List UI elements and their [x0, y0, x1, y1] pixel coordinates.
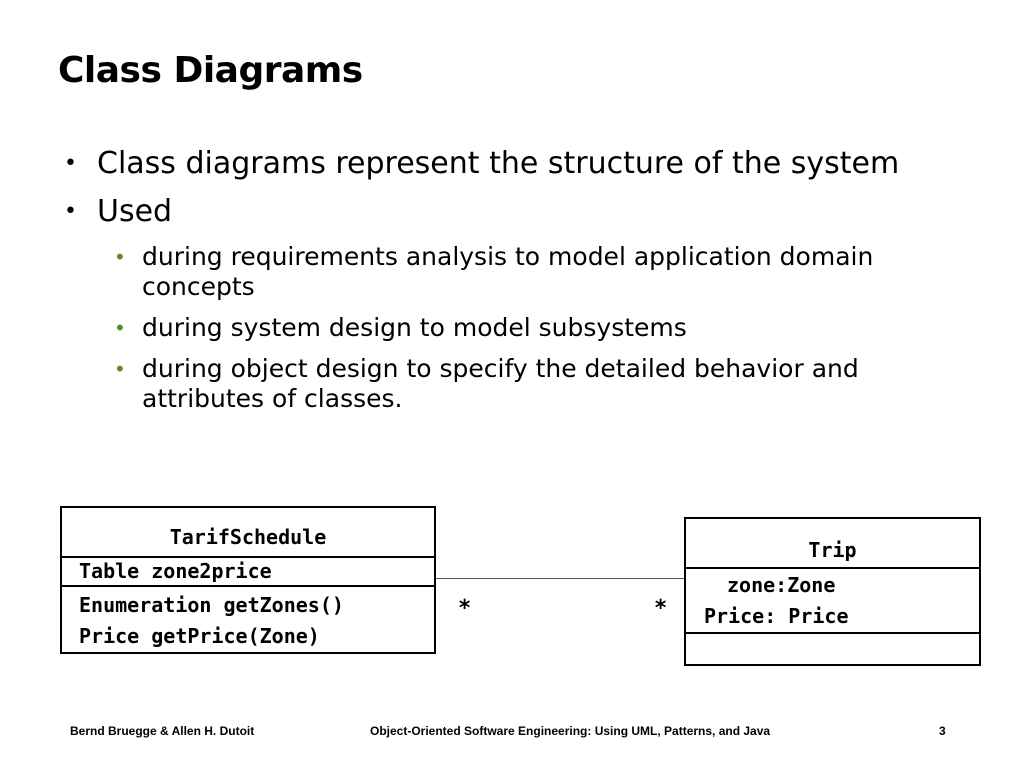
sub-bullet-dot-icon: • [114, 316, 126, 340]
class-operations-section [62, 587, 434, 652]
class-operation: Price getPrice(Zone) [79, 624, 320, 648]
bullet-text: Class diagrams represent the structure of the system [97, 146, 900, 181]
bullet-list [62, 146, 962, 425]
footer-page-number: 3 [939, 724, 946, 738]
bullet-text: Used [97, 194, 173, 229]
slide-title: Class Diagrams [58, 50, 363, 91]
bullet-dot-icon: • [64, 151, 77, 176]
footer-book-title: Object-Oriented Software Engineering: Using UML, Patterns, and Java [370, 724, 771, 738]
class-name: Trip [808, 538, 857, 562]
class-attribute: zone:Zone [727, 573, 836, 597]
bullet-item [62, 194, 962, 230]
class-box-tarifschedule [60, 506, 436, 654]
right-multiplicity: * [654, 596, 668, 621]
sub-bullet-item [62, 313, 962, 343]
sub-bullet-text: during object design to specify the detailed behavior and attributes of classes. [142, 354, 859, 413]
footer-authors: Bernd Bruegge & Allen H. Dutoit [70, 724, 255, 738]
class-attribute: Price: Price [704, 604, 849, 628]
class-name-section [62, 508, 434, 558]
sub-bullet-text: during requirements analysis to model application domain concepts [142, 242, 874, 301]
sub-bullet-item [62, 242, 962, 302]
sub-bullet-text: during system design to model subsystems [142, 313, 687, 342]
bullet-item [62, 146, 962, 182]
left-multiplicity: * [458, 596, 472, 621]
association-line [436, 578, 685, 579]
class-attribute: Table zone2price [79, 559, 272, 583]
class-attributes-section [62, 558, 434, 587]
sub-bullet-dot-icon: • [114, 245, 126, 269]
class-attributes-section [686, 569, 979, 634]
bullet-dot-icon: • [64, 199, 77, 224]
class-box-trip [684, 517, 981, 666]
class-operation: Enumeration getZones() [79, 593, 344, 617]
sub-bullet-item [62, 354, 962, 414]
class-operations-section [686, 634, 979, 660]
class-name-section [686, 519, 979, 569]
class-name: TarifSchedule [169, 525, 327, 549]
sub-bullet-dot-icon: • [114, 357, 126, 381]
